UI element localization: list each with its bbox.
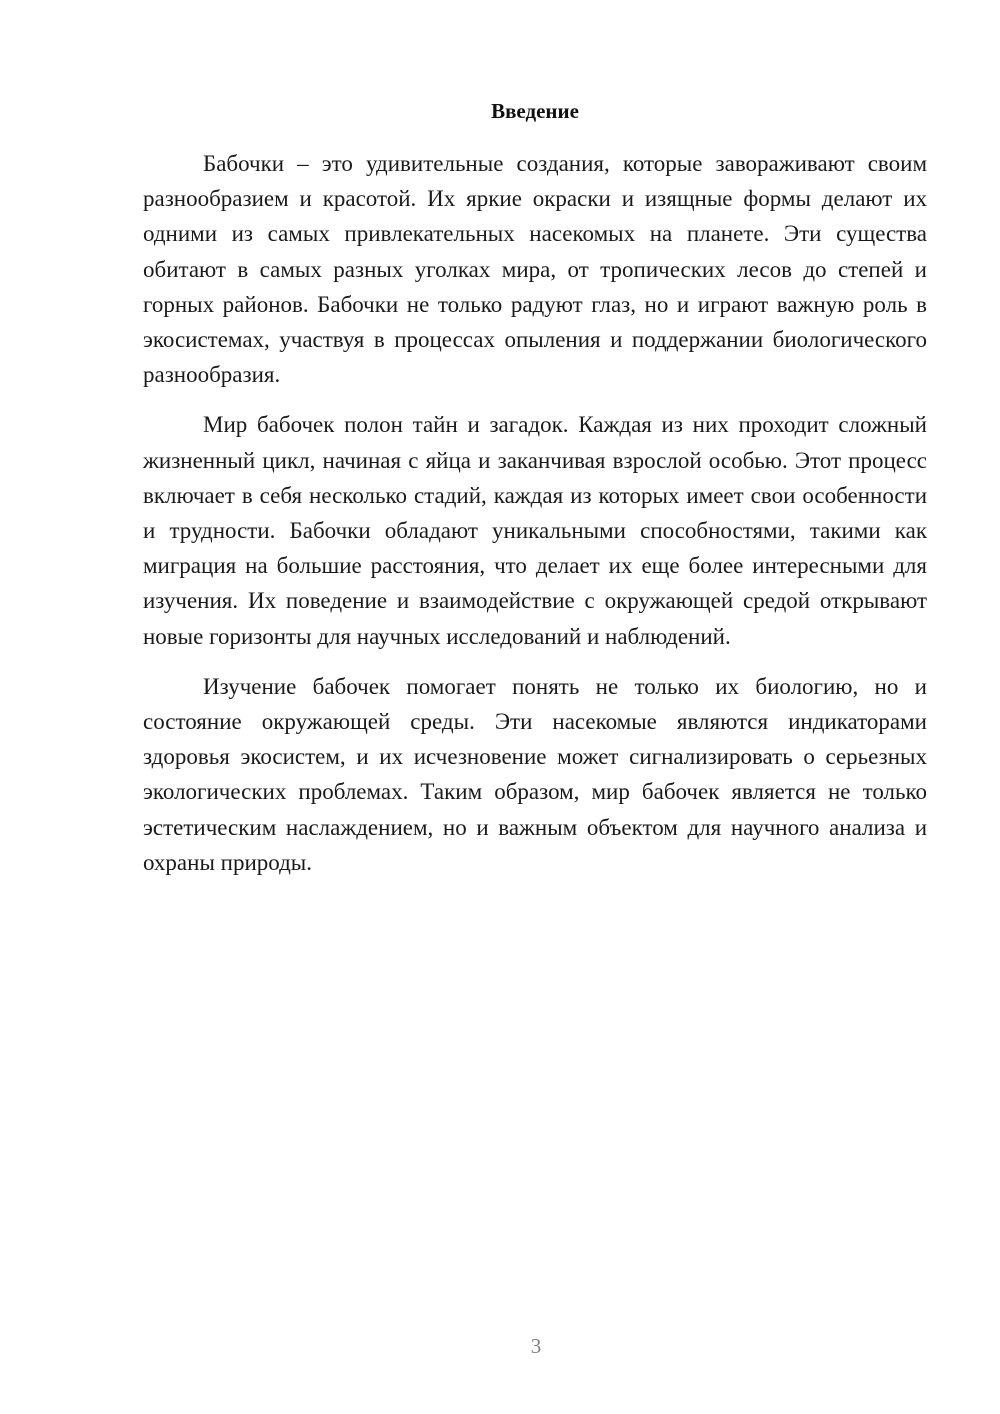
page-number: 3 [530,1334,542,1358]
paragraph-3: Изучение бабочек помогает понять не только их биологию, но и состояние окружающей среды. Эти насекомые являются индикаторами здоровья экосистем, и их исчезновение может сигнализировать о серьезных экологических проблемах. Таким образом, мир бабочек является не только эстетическим наслаждением, но и важным объектом для научного анализа и охраны природы. [143,673,927,875]
section-heading: Введение [491,99,579,123]
paragraph-1: Бабочки – это удивительные создания, которые завораживают своим разнообразием и красотой. Их яркие окраски и изящные формы делают их одними из самых привлекательных насекомых на планете. Эти существа обитают в самых разных уголках мира, от тропических лесов до степей и горных районов. Бабочки не только радуют глаз, но и играют важную роль в экосистемах, участвуя в процессах опыления и поддержании биологического разнообразия. [143,151,927,388]
paragraph-2: Мир бабочек полон тайн и загадок. Каждая из них проходит сложный жизненный цикл, начиная с яйца и заканчивая взрослой особью. Этот процесс включает в себя несколько стадий, каждая из которых имеет свои особенности и трудности. Бабочки обладают уникальными способностями, такими как миграция на большие расстояния, что делает их еще более интересными для изучения. Их поведение и взаимодействие с окружающей средой открывают новые горизонты для научных исследований и наблюдений. [143,412,927,649]
body-text [143,146,927,895]
